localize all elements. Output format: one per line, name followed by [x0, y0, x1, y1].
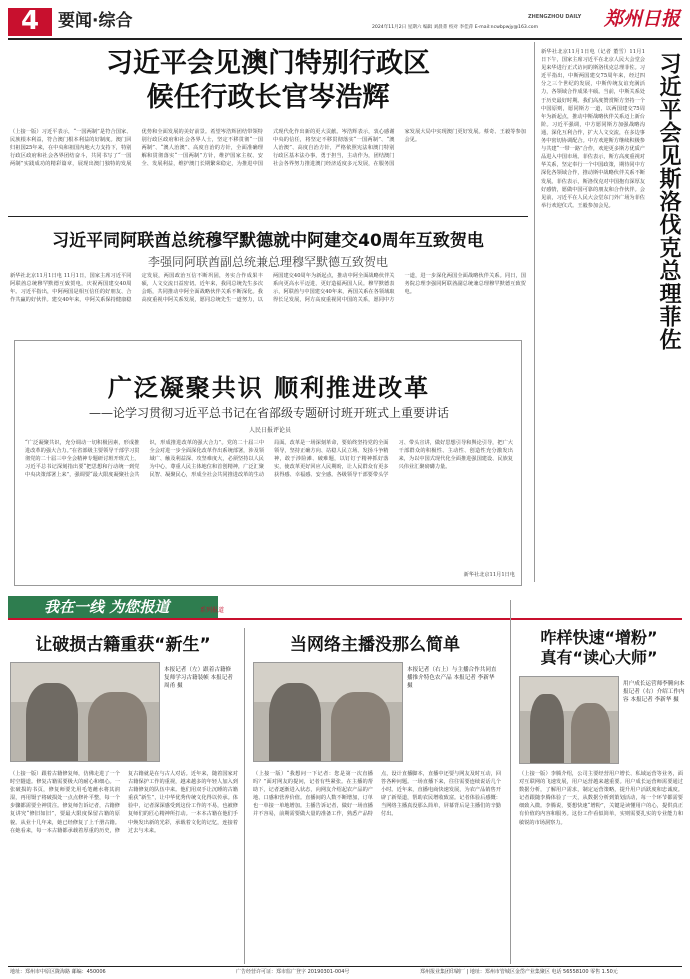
photo-restoration: [10, 662, 160, 762]
masthead-logo: 郑州日报: [604, 8, 681, 30]
header-rule: [8, 38, 682, 40]
headline: 让破损古籍重获“新生”: [35, 635, 211, 655]
photo-caption: 本报记者（左）跟着古籍修复师学习古籍装帧 本报记者 周甬 摄: [164, 667, 233, 689]
story-commentary: [14, 340, 522, 586]
photo-livestream: [253, 662, 403, 762]
subhead: 李强同阿联酋副总统兼总理穆罕默德互致贺电: [147, 255, 388, 269]
headline: 当网络主播没那么简单: [290, 635, 460, 655]
source: 人民日报评论员: [248, 427, 291, 434]
footer-rule: [8, 966, 682, 967]
banner-title: 我在一线 为您报道: [44, 598, 170, 616]
page-header: [0, 0, 690, 40]
headline: 习近平同阿联酋总统穆罕默德就中阿建交40周年互致贺电: [52, 231, 484, 251]
feature-growth-operator: [510, 600, 686, 964]
photo-operator: [519, 676, 619, 764]
photo-caption: 用户成长运营师李腾向本报记者（右）介绍工作内容 本报记者 李新华 摄: [623, 681, 685, 703]
story-body: （上接一版）习近平表示，“一国两制”是符合国家、民族根本利益，符合澳门根本利益的好制度。澳门回归祖国25年来，在中央和祖国内地大力支持下，特别行政区政府和社会各界团结奋斗，共同书写了“一国两制”实践成功的精彩篇章，展现出澳门独特的发展优势和全面发展的美好前景。希望岑浩辉团结带领特别行政区政府和社会各界人士，坚定不移贯彻“一国两制”、“澳人治澳”、高度自治的方针，全面准确理解和贯彻落实“一国两制”方针，维护国家主权、安全、发展利益，维护澳门长期繁荣稳定，为推进中国式现代化作出新的更大贡献。岑浩辉表示，衷心感谢中央的信任，将坚定不移贯彻落实“一国两制”、“澳人治澳”、高度自治方针，严格依照宪法和澳门特别行政区基本法办事，勇于担当，主动作为，团结澳门社会各界努力推进澳门经济适度多元发展，在服务国家发展大局中实现澳门更好发展。蔡奇、王毅等参加会见。: [10, 129, 526, 168]
date-line: 2024年11月2日 星期六 编辑 刘晨菁 校对 李佳萍 E-mail:ncwbpwjy@163.com: [372, 25, 539, 30]
dateline: 新华社北京11月1日电: [463, 572, 515, 578]
footer-mid: 广告经营许可证：郑市监广登字 20190301-004号: [236, 969, 350, 975]
footer-right: 郑州报业集团印刷厂 | 地址：郑州市管城区金岱产业集聚区 电话 56558100 零售 1.50元: [420, 969, 618, 975]
story-uae: [8, 220, 528, 336]
section-name: 要闻·综合: [58, 11, 133, 31]
masthead-pinyin: ZHENGZHOU DAILY: [528, 14, 582, 20]
subhead: ——论学习贯彻习近平总书记在省部级专题研讨班开班式上重要讲话: [88, 406, 449, 420]
page-number: 4: [20, 6, 40, 36]
story-body: 新华社北京11月1日电（记者 董雪）11月1日下午，国家主席习近平在北京人民大会堂会见来华进行正式访问的斯洛伐克总理菲佐。习近平指出，中斯两国建交75周年来，经过四分之三个世纪的发展，中斯传统友谊充满活力，各领域合作成果丰硕。当前，中斯关系处于历史最好时期。我们高度赞赏斯方坚持一个中国原则，愿同斯方一道，以两国建交75周年为新起点，推动中斯战略伙伴关系迈上新台阶。习近平强调，中方愿同斯方加强战略沟通，深化互利合作，扩大人文交流，在多边事务中密切协调配合。中方欢迎斯方继续积极参与共建“一带一路”合作，欢迎更多斯方优质产品进入中国市场。菲佐表示，斯方高度重视对华关系，坚定奉行一个中国政策，期待同中方深化各领域合作，推动斯中战略伙伴关系不断发展。菲佐表示，斯洛伐克对中国抱有深厚友好感情，愿做中国可靠的朋友和合作伙伴。会见前，习近平在人民大会堂东门外广场为菲佐举行欢迎仪式。王毅参加会见。: [541, 49, 645, 209]
headline: 广泛凝聚共识 顺利推进改革: [107, 373, 431, 402]
story-body: “广泛凝聚共识，充分调动一切积极因素，形成推进改革的强大合力。”在省部级主要领导干部学习贯彻党的二十届三中全会精神专题研讨班开班式上，习近平总书记深刻指出要“把思想和行动统一到党中央决策部署上来”，强调要“最大限度凝聚社会共识，形成推进改革的强大合力”。党的二十届三中全会对进一步全面深化改革作出系统部署，涉及领域广、触及利益深、攻坚难度大，必须坚持以人民为中心，尊重人民主体地位和首创精神，广泛汇聚民智、凝聚民心，形成全社会共同推进改革的生动局面。改革是一场深刻革命，要始终坚持党的全面领导，坚持正确方向、站稳人民立场、发扬斗争精神，敢于涉险滩、破难题，以钉钉子精神抓好落实，使改革更好回应人民期盼，让人民群众有更多获得感、幸福感、安全感。各级领导干部要带头学习、带头宣讲，做好思想引导和舆论引导，把广大干部群众的积极性、主动性、创造性充分激发出来，为以中国式现代化全面推进强国建设、民族复兴伟业汇聚磅礴力量。: [25, 440, 513, 479]
rule-1: [8, 216, 528, 217]
feature-live-streaming: [244, 628, 504, 964]
photo-caption: 本报记者（右上）与主播合作共同直播推介特色农产品 本报记者 李新华 摄: [407, 667, 497, 689]
footer-left: 地址：郑州市中原区陇海路 邮编：450006: [10, 969, 106, 975]
headline-line-1: 咋样快速“增粉”: [540, 628, 658, 647]
banner-tag: 系列报道: [200, 607, 225, 614]
story-macao: [8, 42, 528, 216]
story-body: （上接一版）李腾介绍，公司主要经营用户增长、私域运营等业务，面对互联网的飞速发展，用户运营越来越重要。用户成长运营师需要通过数据分析，了解用户需求，制定运营策略，提升用户活跃度和忠诚度。记者跟随李腾体验了一天，从数据分析到策划活动，每一个环节都需要细致入微。李腾说，要想快速“增粉”，关键是读懂用户的心，提供真正有价值的内容和服务。这份工作看似简单，实则需要扎实的专业能力和敏锐的市场洞察力。: [519, 771, 683, 826]
vertical-headline: 习近平会见斯洛伐克总理菲佐: [656, 52, 681, 351]
headline-line-1: 习近平会见澳门特别行政区: [106, 48, 430, 79]
story-slovakia: [534, 42, 686, 582]
story-body: 新华社北京11月1日电 11月1日，国家主席习近平同阿联酋总统穆罕默德互致贺电，庆祝两国建交40周年。习近平指出，中阿两国是相互信任的好朋友、合作共赢的好伙伴。建交40年来，中阿关系保持健康稳定发展，两国政治互信不断巩固，务实合作成果丰硕，人文交流日益密切。近年来，我同总统先生多次会晤，共同推动中阿全面战略伙伴关系不断深化。我高度重视中阿关系发展，愿同总统先生一道努力，以两国建交40周年为新起点，推动中阿全面战略伙伴关系向更高水平迈进，更好造福两国人民。穆罕默德表示，阿联酋与中国建交40年来，两国关系在各领域取得长足发展，阿方高度重视同中国的关系，愿同中方一道，进一步深化两国全面战略伙伴关系。同日，国务院总理李强同阿联酋副总统兼总理穆罕默德互致贺电。: [10, 273, 526, 304]
story-body: （上接一版）“我想问一下记者：您是第一次直播吗？”面对网友的提问，记者有些紧张。在主播的帮助下，记者逐渐进入状态，向网友介绍起农产品的产地、口感和营养价值。直播间的人数不断增加，订单也一单接一单地增加。主播告诉记者，做好一场直播并不容易，前期需要做大量的准备工作，熟悉产品特点，设计直播脚本，直播中还要与网友及时互动，回答各种问题。一场直播下来，往往需要连续说话几个小时。近年来，直播电商快速发展，为农产品销售开辟了新渠道，帮助农民增收致富。记者体验后感慨：当网络主播真没那么简单，屏幕背后是主播们的辛勤付出。: [253, 771, 501, 818]
headline-line-2: 候任行政长官岑浩辉: [146, 82, 390, 113]
headline-line-2: 真有“读心大师”: [540, 648, 658, 667]
feature-ancient-books: [8, 628, 238, 964]
story-body: （上接一版）跟着古籍修复师，仿佛走进了一个时空隧道。修复古籍需要极大的耐心和细心。一张破损的书页，修复师要先用毛笔蘸水将其润湿，再用镊子将破损处一点点修补平整，每一个步骤都需要全神贯注。修复师告诉记者，古籍修复讲究“修旧如旧”，要最大限度保留古籍的原貌。从业十几年来，她已经修复了上千册古籍。在她看来，每一本古籍都承载着厚重的历史，修复古籍就是在与古人对话。近年来，随着国家对古籍保护工作的重视，越来越多的年轻人加入到古籍修复的队伍中来。他们用双手让沉睡的古籍重获“新生”，让中华优秀传统文化得以传承。体验中，记者深深感受到这份工作的不易，也被修复师们的匠心精神所打动。一本本古籍在他们手中焕发出新的光彩，承载着文化的记忆，连接着过去与未来。: [10, 771, 238, 834]
